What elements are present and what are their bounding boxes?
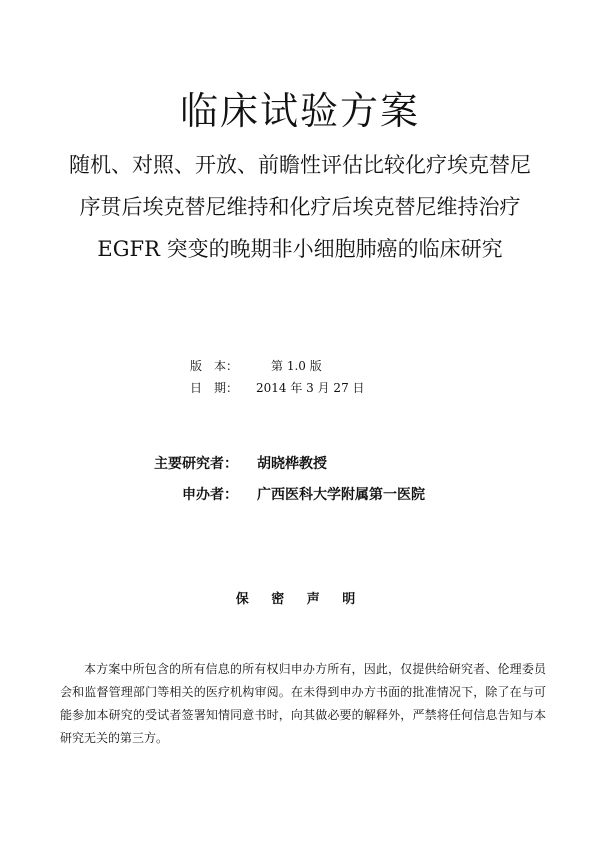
- date-value: 2014 年 3 月 27 日: [256, 381, 365, 395]
- principal-investigator-label: 主要研究者：: [154, 456, 238, 472]
- version-row: [190, 358, 322, 374]
- principal-investigator-value: 胡晓桦教授: [257, 456, 327, 472]
- date-label: 日 期：: [190, 381, 239, 395]
- subtitle-line-1: 随机、对照、开放、前瞻性评估比较化疗埃克替尼: [69, 153, 531, 177]
- date-row: [190, 380, 365, 396]
- document-title: 临床试验方案: [179, 89, 420, 133]
- sponsor-label: 申办者：: [182, 487, 238, 503]
- version-value: 第 1.0 版: [271, 359, 322, 373]
- confidentiality-heading: 保 密 声 明: [235, 592, 365, 607]
- confidentiality-text: 本方案中所包含的所有信息的所有权归申办方所有，因此，仅提供给研究者、伦理委员会和监督管理部门等相关的医疗机构审阅。在未得到申办方书面的批准情况下，除了在与可能参加本研究的受试者签署知情同意书时，向其做必要的解释外，严禁将任何信息告知与本研究无关的第三方。: [60, 662, 546, 745]
- subtitle-line-3: EGFR 突变的晚期非小细胞肺癌的临床研究: [97, 237, 503, 261]
- subtitle-line-2: 序贯后埃克替尼维持和化疗后埃克替尼维持治疗: [79, 195, 521, 219]
- sponsor-value: 广西医科大学附属第一医院: [257, 487, 425, 503]
- version-label: 版 本：: [190, 359, 239, 373]
